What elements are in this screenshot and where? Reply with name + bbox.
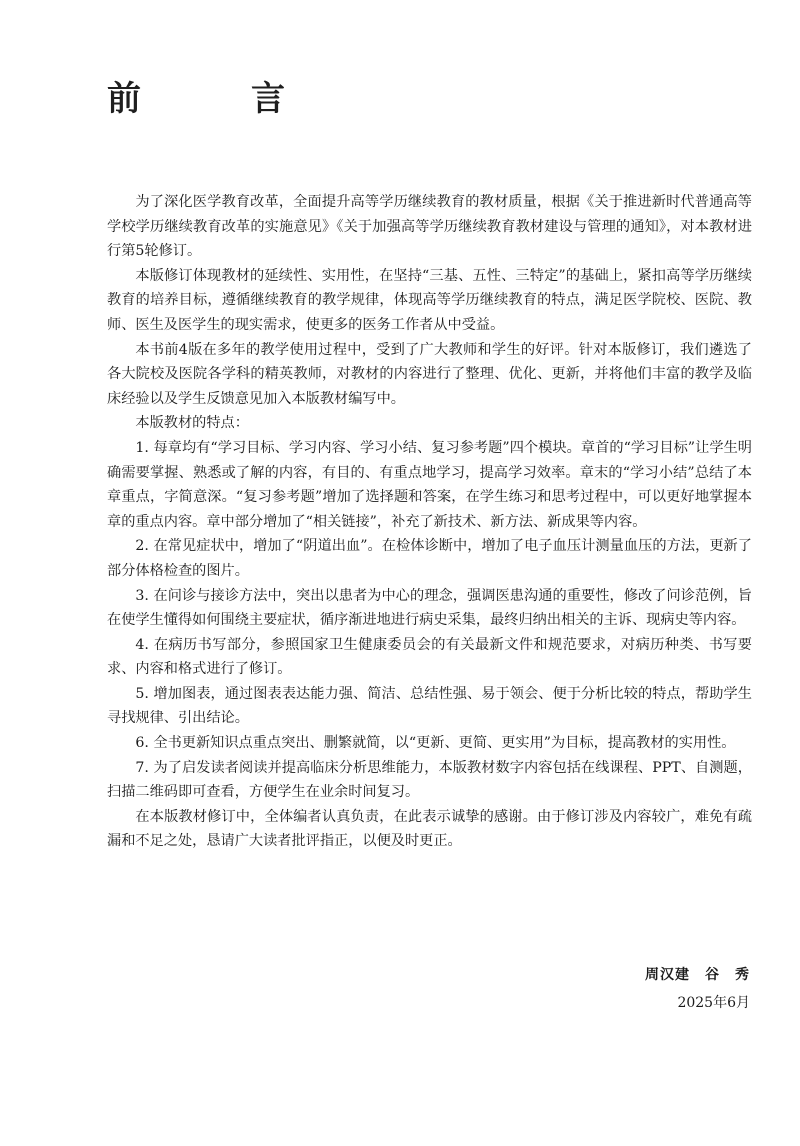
feature-item-5: 5. 增加图表，通过图表表达能力强、简洁、总结性强、易于领会、便于分析比较的特点，帮助学生寻找规律、引出结论。 (107, 685, 752, 727)
page-title: 前 言 (107, 79, 323, 119)
feature-item-3: 3. 在问诊与接诊方法中，突出以患者为中心的理念，强调医患沟通的重要性，修改了问诊范例，旨在使学生懂得如何围绕主要症状，循序渐进地进行病史采集，最终归纳出相关的主诉、现病史等内容。 (107, 587, 752, 629)
feature-item-1: 1. 每章均有“学习目标、学习内容、学习小结、复习参考题”四个模块。章首的“学习目标”让学生明确需要掌握、熟悉或了解的内容，有目的、有重点地学习，提高学习效率。章末的“学习小结”总结了本章重点，字简意深。“复习参考题”增加了选择题和答案，在学生练习和思考过程中，可以更好地掌握本章的重点内容。章中部分增加了“相关链接”，补充了新技术、新方法、新成果等内容。 (107, 439, 752, 530)
signature-block (645, 961, 750, 1017)
paragraph-intro: 为了深化医学教育改革，全面提升高等学历继续教育的教材质量，根据《关于推进新时代普通高等学校学历继续教育改革的实施意见》《关于加强高等学历继续教育教材建设与管理的通知》，对本教材进行第5轮修订。 (107, 194, 752, 260)
feature-item-6: 6. 全书更新知识点重点突出、删繁就简，以“更新、更简、更实用”为目标，提高教材的实用性。 (135, 735, 736, 752)
author-names: 周汉建 谷 秀 (645, 967, 750, 983)
feature-item-4: 4. 在病历书写部分，参照国家卫生健康委员会的有关最新文件和规范要求，对病历种类、书写要求、内容和格式进行了修订。 (107, 636, 752, 678)
paragraph-history: 本书前4版在多年的教学使用过程中，受到了广大教师和学生的好评。针对本版修订，我们遴选了各大院校及医院各学科的精英教师，对教材的内容进行了整理、优化、更新，并将他们丰富的教学及临床经验以及学生反馈意见加入本版教材编写中。 (107, 341, 752, 407)
paragraph-acknowledgement: 在本版教材修订中，全体编者认真负责，在此表示诚挚的感谢。由于修订涉及内容较广，难免有疏漏和不足之处，恳请广大读者批评指正，以便及时更正。 (107, 808, 752, 850)
paragraph-revision-principles: 本版修订体现教材的延续性、实用性，在坚持“三基、五性、三特定”的基础上，紧扣高等学历继续教育的培养目标，遵循继续教育的教学规律，体现高等学历继续教育的特点，满足医学院校、医院、教师、医生及医学生的现实需求，使更多的医务工作者从中受益。 (107, 267, 752, 333)
feature-item-7: 7. 为了启发读者阅读并提高临床分析思维能力，本版教材数字内容包括在线课程、PPT、自测题，扫描二维码即可查看，方便学生在业余时间复习。 (107, 759, 752, 801)
paragraph-features-heading: 本版教材的特点： (135, 415, 249, 432)
preface-body (107, 190, 752, 854)
signature-date: 2025年6月 (677, 995, 750, 1011)
feature-item-2: 2. 在常见症状中，增加了“阴道出血”。在检体诊断中，增加了电子血压计测量血压的方法，更新了部分体格检查的图片。 (107, 538, 752, 579)
